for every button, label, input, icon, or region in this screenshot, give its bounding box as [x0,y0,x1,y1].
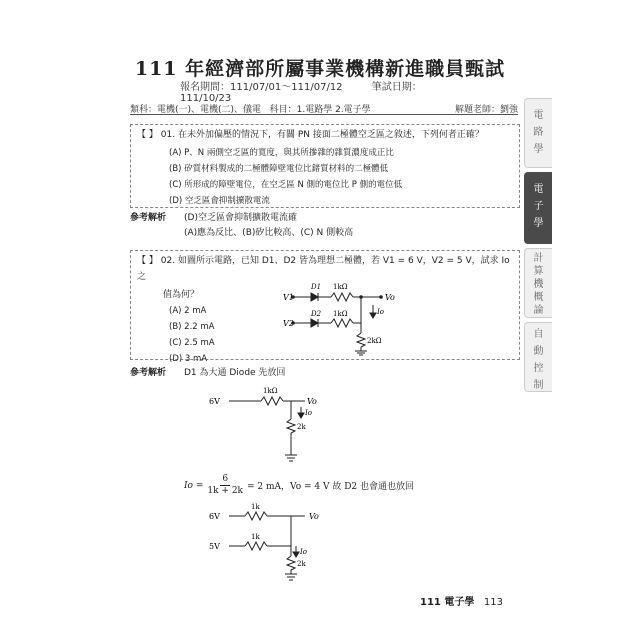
c3-v1-label: 6V [209,512,220,521]
c2-r2-label: 2k [297,423,306,431]
solution-2-line-1: D1 為大通 Diode 先放回 [184,368,286,378]
c1-r1-label: 1kΩ [333,283,348,291]
solution-formula [184,474,414,497]
question-2-stem: 【 】 02. 如圖所示電路，已知 D1、D2 皆為理想二極體，若 V1 = 6 V，V2 = 5 V，試求 Io 之 [137,256,510,282]
q2-option-b: (B) 2.2 mA [169,322,215,332]
subjects-text: 科目：1.電路學 2.電子學 [269,105,371,115]
category-text: 類科：電機(一)、電機(二)、儀電 [130,105,262,115]
tab-computer-intro[interactable]: 計 算 機 概 論 [524,248,552,318]
header-divider [130,114,518,115]
solution-1-line-1: (D)空乏區會抑制擴散電流確 [184,213,297,223]
c1-vo-label: Vo [385,293,395,302]
c3-r2-label: 1k [251,533,260,541]
question-2-box [130,250,520,364]
c1-r2-label: 1kΩ [333,310,348,318]
c2-r1-label: 1kΩ [263,387,278,395]
question-2-stem-2: 值為何？ [163,290,200,300]
side-tabs [524,98,552,396]
tab-electronics[interactable]: 電 子 學 [524,172,552,244]
q1-option-a: (A) P、N 兩側空乏區的寬度，與其所摻雜的雜質濃度成正比 [169,148,394,158]
formula-fraction [207,474,243,497]
c3-io-label: Io [300,548,307,556]
solution-1-label: 參考解析 [130,213,167,223]
page-number: 113 [483,597,503,608]
q1-option-d: (D) 空乏區會抑制擴散電流 [169,196,270,206]
c1-d1-label: D1 [311,283,322,291]
c1-d2-label: D2 [311,310,322,318]
c2-vo-label: Vo [307,397,317,406]
page-footer [420,593,503,608]
page-title: 111 年經濟部所屬事業機構新進職員甄試 [134,58,506,80]
c2-io-label: Io [305,409,312,417]
q1-option-b: (B) 矽質材料製成的二極體障壁電位比鍺質材料的二極體低 [169,164,389,174]
tab-auto-control[interactable]: 自 動 控 制 [524,322,552,392]
c1-v1-label: V1 [283,293,294,302]
c3-v2-label: 5V [209,542,220,551]
footer-section: 111 電子學 [420,597,475,608]
c1-io-label: Io [377,308,384,316]
question-1-box [130,124,520,208]
exam-date: 筆試日期：111/10/23 [180,82,422,104]
exam-dates [180,78,480,104]
formula-lhs: Io = [184,480,204,491]
q2-option-a: (A) 2 mA [169,306,207,316]
q2-option-d: (D) 3 mA [169,354,208,364]
tab-circuits[interactable]: 電 路 學 [524,98,552,168]
formula-denominator: 1k + 2k [207,486,244,496]
q2-option-c: (C) 2.5 mA [169,338,215,348]
solution-circuit-1 [205,383,325,468]
question-2-circuit [281,277,441,357]
solution-2 [130,366,520,381]
c1-v2-label: V2 [283,319,294,328]
solution-1-line-2: (A)應為反比、(B)矽比較高、(C) N 側較高 [184,228,354,238]
c3-r1-label: 1k [251,503,260,511]
formula-result: = 2 mA，Vo = 4 V 故 D2 也會通也放回 [247,482,415,492]
question-1-stem: 【 】 01. 在未外加偏壓的情況下，有關 PN 接面二極體空乏區之敘述，下列何者正確？ [137,130,484,140]
solution-1 [130,211,520,241]
c1-r3-label: 2kΩ [367,337,382,345]
solution-2-label: 參考解析 [130,368,167,378]
solution-circuit-2 [205,502,325,584]
c3-vo-label: Vo [309,512,319,521]
c2-v-label: 6V [209,397,220,406]
c3-r3-label: 2k [297,560,306,568]
q1-option-c: (C) 所形成的障壁電位，在空乏區 N 側的電位比 P 側的電位低 [169,180,403,190]
formula-numerator: 6 [222,474,229,484]
teacher-text: 解題老師：劉強 [454,105,518,115]
signup-period: 報名期間：111/07/01～111/07/12 [180,82,343,93]
